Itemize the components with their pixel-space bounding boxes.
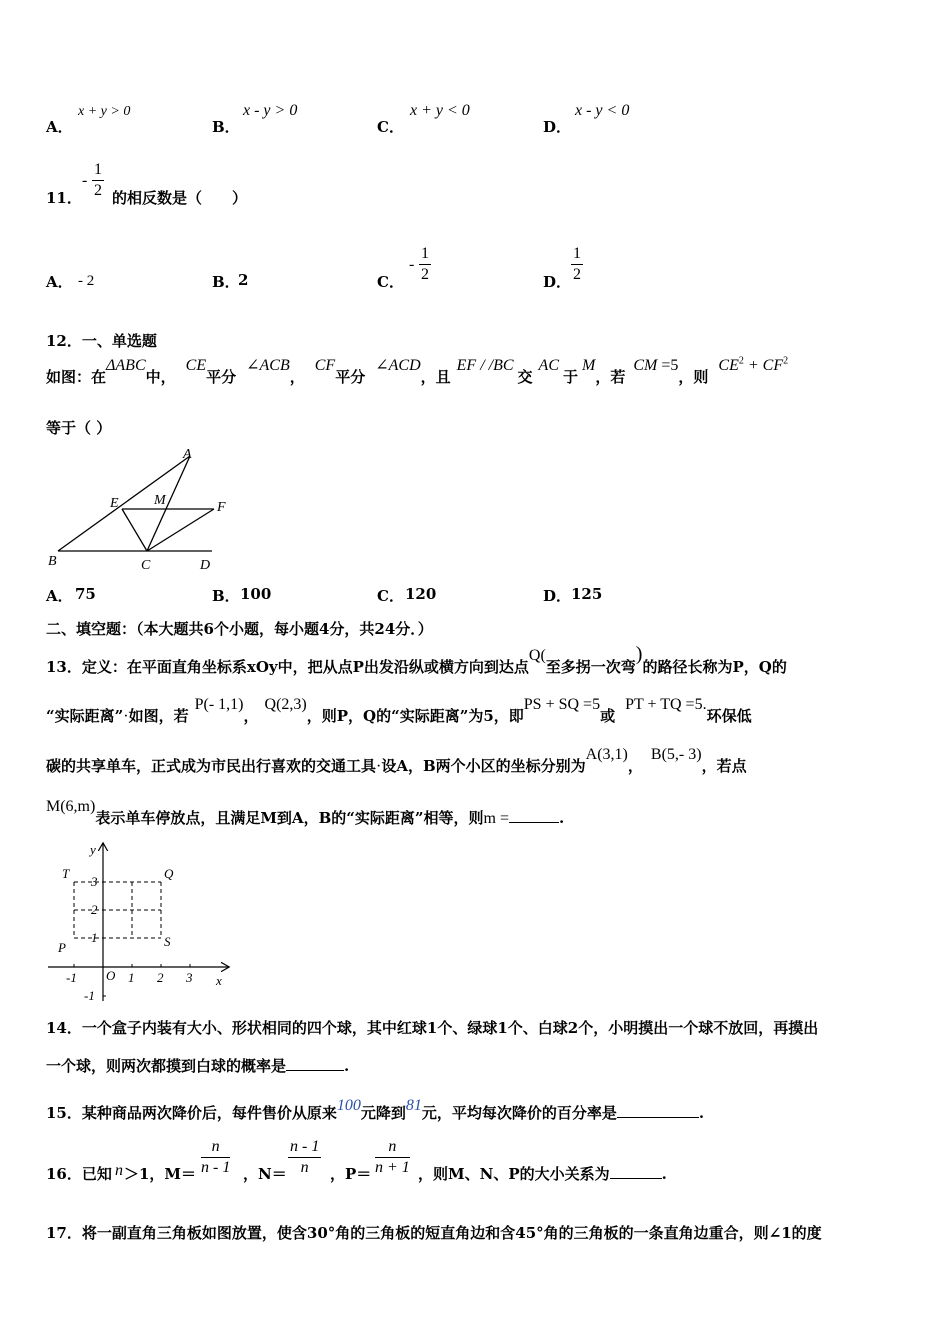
q11-option-b-label: B．	[212, 273, 240, 291]
q12-line1	[46, 354, 788, 384]
q12-text-9: ，若	[595, 368, 626, 386]
q11-option-c-fraction	[419, 244, 431, 285]
q12-math-cf: CF	[314, 357, 336, 374]
q11-option-d-fraction	[571, 244, 583, 285]
q14-line2	[46, 1055, 349, 1076]
q16-text-b: ＞1，M＝	[124, 1165, 197, 1183]
q10-option-a-label: A．	[46, 118, 73, 136]
q12-text-2: 中，	[145, 368, 176, 386]
q12-sup-1: 2	[738, 355, 744, 367]
q16-p-den: n + 1	[375, 1159, 410, 1176]
q13-point-t: T	[62, 866, 70, 881]
q13-line1	[46, 643, 787, 676]
q13-l2-math-pt-tq: PT + TQ =5.	[625, 696, 707, 713]
q13-l2-text-d: ，则P，Q的“实际距离”为5，即	[306, 707, 524, 725]
q13-l1-text-c: 的路径长称为P，Q的	[642, 658, 787, 676]
q12-math-m: M	[582, 357, 596, 374]
q13-y-tick-neg1: -1	[84, 988, 95, 1003]
q12-figure	[40, 440, 230, 576]
q10-option-d-expr: x - y < 0	[575, 102, 630, 119]
q13-l3-text-d: ，若点	[701, 757, 747, 775]
q13-x-tick-3: 3	[186, 970, 193, 985]
q14-line1: 14．一个盒子内装有大小、形状相同的四个球，其中红球1个、绿球1个、白球2个，小明摸出一个球不放回，再摸出	[46, 1019, 819, 1037]
q13-y-label: y	[90, 842, 96, 857]
q12-label-d: D	[200, 558, 211, 573]
q15-value-100: 100	[336, 1097, 361, 1114]
q13-line3	[46, 743, 747, 773]
q11-option-a-label: A．	[46, 273, 73, 291]
q12-math-triangle: ΔABC	[106, 357, 146, 374]
q13-l4-math-m-eq: m =	[483, 810, 509, 827]
q12-math-ef-parallel-bc: EF / /BC	[456, 357, 514, 374]
q15-text-b: 元降到	[360, 1104, 406, 1122]
q16-text-e: ，则M、N、P的大小关系为	[418, 1165, 610, 1183]
q12-option-a-value: 75	[75, 585, 96, 603]
q16-fraction-n	[288, 1137, 321, 1178]
q16-fraction-p	[375, 1137, 410, 1178]
q11-option-d-label: D．	[543, 273, 572, 291]
q12-option-c-label: C．	[377, 587, 404, 605]
q13-l3-text-b: 设A，B两个小区的坐标分别为	[381, 757, 586, 775]
q11-fraction	[92, 160, 104, 201]
q16-m-den: n - 1	[201, 1159, 231, 1176]
q16-p-num: n	[375, 1137, 410, 1158]
q13-point-s: S	[164, 934, 171, 949]
q11-minus: -	[82, 172, 88, 189]
q12-heading: 12．一、单选题	[46, 332, 157, 350]
q12-math-ce2: CE	[718, 357, 739, 374]
q12-math-ac: AC	[538, 357, 559, 374]
q13-l2-text-f: 环保低	[706, 707, 752, 725]
q10-option-b-label: B．	[212, 118, 240, 136]
q16-tail	[418, 1163, 667, 1184]
q12-math-cm: CM	[633, 357, 658, 374]
q13-l3-math-b: B(5,- 3)	[650, 746, 702, 763]
q13-origin-label: O	[106, 968, 116, 983]
q12-text-6: ，且	[420, 368, 451, 386]
q12-label-b: B	[48, 554, 57, 569]
q11-option-b-value: 2	[238, 271, 249, 289]
q12-text-7: 交	[517, 368, 533, 386]
q16-n: n	[115, 1162, 123, 1179]
q13-point-q: Q	[164, 866, 174, 881]
q11-option-c-den: 2	[421, 266, 429, 283]
q12-label-f: F	[217, 500, 226, 515]
q13-l2-text-c: ，	[243, 707, 259, 725]
q12-option-b-value: 100	[240, 585, 272, 603]
q13-l1-text-b: 至多拐一次弯	[545, 658, 636, 676]
q13-answer-blank[interactable]	[509, 822, 559, 823]
q11-frac-num: 1	[92, 160, 104, 181]
q13-l3-text-a: 碳的共享单车，正式成为市民出行喜欢的交通工具	[46, 757, 377, 775]
q16-text-c: ，N＝	[243, 1165, 287, 1183]
q13-l1-paren: )	[635, 643, 643, 665]
q13-l1-text-a: 13．定义：在平面直角坐标系xOy中，把从点P出发沿纵或横方向到达点	[46, 658, 529, 676]
q12-text-3: 平分	[206, 368, 237, 386]
q12-label-m: M	[154, 493, 166, 508]
q12-text-1: 如图：在	[46, 368, 107, 386]
q11-option-a-value: - 2	[78, 273, 95, 289]
q11-option-d-num: 1	[571, 244, 583, 265]
q13-l3-text-c: ，	[627, 757, 643, 775]
q13-l1-math-q: Q(	[528, 647, 546, 664]
q16-text-a: 16．已知	[46, 1165, 112, 1183]
question-15	[46, 1094, 704, 1122]
q10-option-d-label: D．	[543, 118, 572, 136]
q12-math-ce: CE	[185, 357, 207, 374]
section-2-heading: 二、填空题：（本大题共6个小题，每小题4分，共24分．）	[46, 620, 433, 638]
q13-l2-dot: ·	[123, 708, 129, 725]
q13-x-tick-neg1: -1	[66, 970, 77, 985]
q16-m-num: n	[201, 1137, 230, 1158]
q13-line2	[46, 693, 752, 723]
q12-option-b-label: B．	[212, 587, 240, 605]
q10-option-c-label: C．	[377, 118, 404, 136]
q13-y-tick-2: 2	[91, 902, 98, 917]
q10-option-a-expr: x + y > 0	[78, 104, 131, 119]
q12-text-5: 平分	[335, 368, 366, 386]
q11-option-c-num: 1	[419, 244, 431, 265]
q16-fraction-m	[201, 1137, 230, 1178]
q11-text: 的相反数是（ ）	[112, 189, 248, 207]
q13-dashed-grid	[74, 882, 161, 938]
q11-frac-den: 2	[94, 182, 102, 199]
q11-number: 11．	[46, 189, 82, 207]
q16-end: .	[661, 1165, 667, 1183]
q13-l2-text-b: 如图，若	[128, 707, 189, 725]
q12-sup-2: 2	[783, 355, 789, 367]
q10-option-c-expr: x + y < 0	[410, 102, 470, 119]
q13-l3-dot: ·	[376, 758, 382, 775]
q13-x-tick-2: 2	[157, 970, 164, 985]
q12-option-a-label: A．	[46, 587, 73, 605]
q13-l2-text-a: “实际距离”	[46, 707, 124, 725]
q12-text-8: 于	[563, 368, 579, 386]
q13-l4-text-a: 表示单车停放点，且满足M到A，B的“实际距离”相等，则	[95, 809, 484, 827]
q15-value-81: 81	[405, 1097, 422, 1114]
q16-n-den: n	[300, 1159, 309, 1176]
q11-option-d-den: 2	[573, 266, 581, 283]
q12-label-a: A	[183, 447, 192, 462]
q13-graph	[40, 838, 236, 1008]
q13-y-tick-3: 3	[91, 874, 98, 889]
q12-math-angle-acb: ∠ACB	[246, 357, 290, 374]
q13-l3-math-a: A(3,1)	[585, 746, 628, 763]
q13-y-tick-1: 1	[91, 930, 98, 945]
q13-line4	[46, 795, 564, 825]
q13-x-tick-1: 1	[128, 970, 135, 985]
q12-option-c-value: 120	[405, 585, 437, 603]
q13-point-p: P	[58, 940, 66, 955]
q13-l4-math-m: M(6,m)	[46, 798, 96, 815]
q12-label-e: E	[110, 496, 119, 511]
q12-label-c: C	[141, 558, 151, 573]
q15-text-a: 15．某种商品两次降价后，每件售价从原来	[46, 1104, 337, 1122]
q14-line2-text: 一个球，则两次都摸到白球的概率是	[46, 1057, 287, 1075]
q14-answer-blank[interactable]	[286, 1070, 344, 1071]
q12-text-4: ，	[289, 368, 305, 386]
q13-l2-math-q: Q(2,3)	[264, 696, 307, 713]
q12-text-10: ，则	[678, 368, 709, 386]
q12-math-cf2: + CF	[743, 357, 784, 374]
q11-option-c-minus: -	[409, 256, 415, 273]
q13-l4-end: .	[558, 809, 565, 827]
q14-end: .	[344, 1057, 350, 1075]
q16-text-d: ，P＝	[330, 1165, 372, 1183]
q10-option-b-expr: x - y > 0	[243, 102, 298, 119]
q11-option-c-label: C．	[377, 273, 404, 291]
q15-end: .	[698, 1104, 705, 1122]
q12-math-eq5: =5	[657, 357, 679, 374]
q13-x-label: x	[216, 973, 222, 988]
q12-option-d-value: 125	[571, 585, 603, 603]
q16-answer-blank[interactable]	[610, 1178, 662, 1179]
q12-option-d-label: D．	[543, 587, 572, 605]
q12-math-angle-acd: ∠ACD	[375, 357, 421, 374]
question-17: 17．将一副直角三角板如图放置，使含30°角的三角板的短直角边和含45°角的三角板的一条直角边重合，则∠1的度	[46, 1224, 822, 1242]
q13-l2-math-ps-sq: PS + SQ =5	[523, 696, 601, 713]
q13-l2-math-p: P(- 1,1)	[194, 696, 244, 713]
q12-line2: 等于（ ）	[46, 419, 112, 437]
q15-text-c: 元，平均每次降价的百分率是	[421, 1104, 617, 1122]
q12-line-ec	[122, 509, 147, 551]
q16-n-num: n - 1	[288, 1137, 321, 1158]
q13-l2-text-e: 或	[600, 707, 616, 725]
q15-answer-blank[interactable]	[617, 1117, 699, 1118]
